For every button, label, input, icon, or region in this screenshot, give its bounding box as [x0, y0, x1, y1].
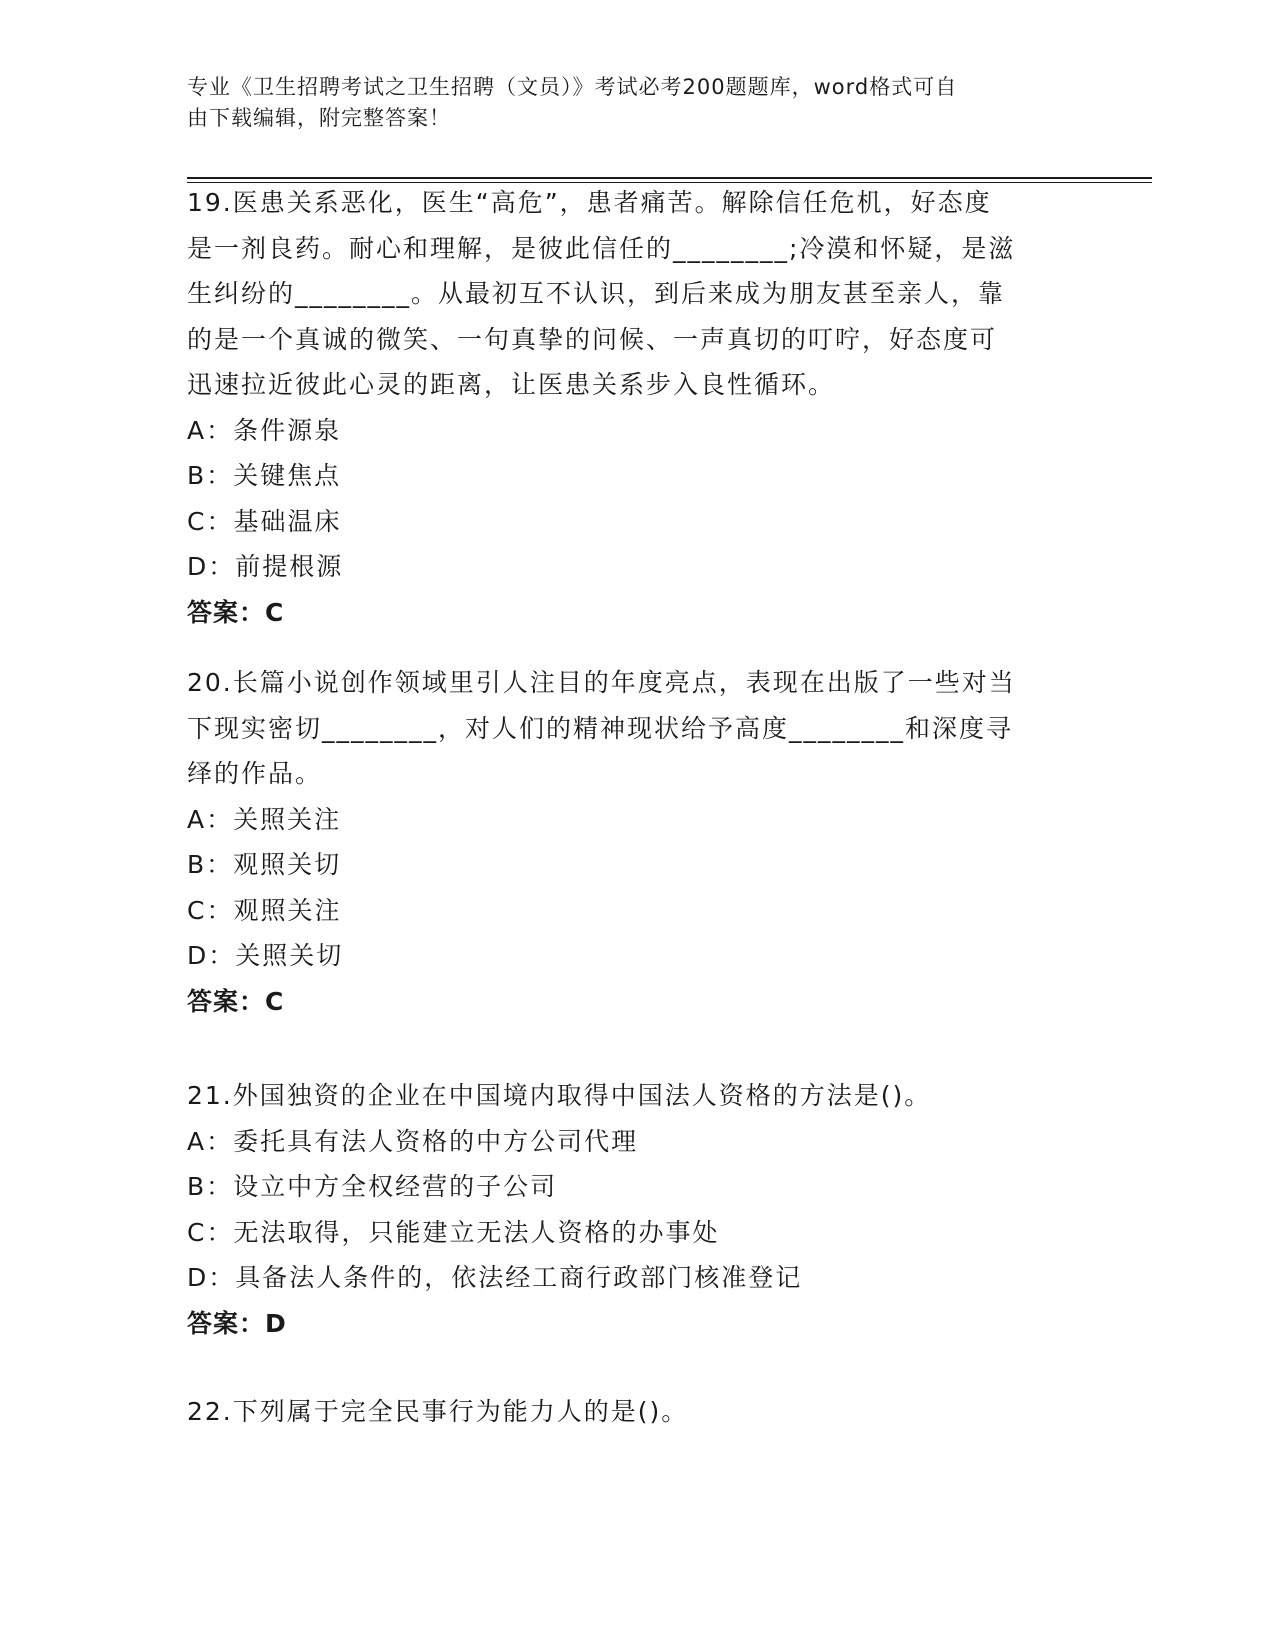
question-stem-line: 生纠纷的________。从最初互不认识，到后来成为朋友甚至亲人，靠 [187, 279, 1006, 308]
question-21 [187, 1073, 1087, 1346]
question-stem-line: 19.医患关系恶化，医生“高危”，患者痛苦。解除信任危机，好态度 [187, 188, 992, 217]
option-b: B：观照关切 [187, 850, 342, 879]
answer-line: 答案：C [187, 597, 285, 627]
question-22 [187, 1389, 1087, 1435]
answer-line: 答案：C [187, 986, 285, 1016]
header-divider-thick [187, 177, 1152, 179]
option-a: A：条件源泉 [187, 415, 342, 445]
question-stem-line: 20.长篇小说创作领域里引人注目的年度亮点，表现在出版了一些对当 [187, 668, 1016, 697]
question-stem-line: 迅速拉近彼此心灵的距离，让医患关系步入良性循环。 [187, 370, 836, 399]
option-c: C：无法取得，只能建立无法人资格的办事处 [187, 1217, 720, 1247]
answer-line: 答案：D [187, 1308, 287, 1338]
option-a: A：委托具有法人资格的中方公司代理 [187, 1126, 639, 1156]
question-19 [187, 180, 1087, 635]
document-header [187, 72, 1087, 134]
question-stem-line: 22.下列属于完全民事行为能力人的是()。 [187, 1397, 689, 1426]
header-line-2: 由下载编辑，附完整答案！ [187, 106, 451, 130]
question-stem-line: 21.外国独资的企业在中国境内取得中国法人资格的方法是()。 [187, 1081, 932, 1110]
question-stem-line: 绎的作品。 [187, 759, 323, 788]
question-stem-line: 是一剂良药。耐心和理解，是彼此信任的________;冷漠和怀疑，是滋 [187, 233, 1016, 263]
question-stem-line: 的是一个真诚的微笑、一句真挚的问候、一声真切的叮咛，好态度可 [187, 324, 998, 354]
option-b: B：设立中方全权经营的子公司 [187, 1172, 558, 1201]
option-d: D：前提根源 [187, 552, 344, 581]
option-c: C：基础温床 [187, 506, 342, 536]
option-d: D：具备法人条件的，依法经工商行政部门核准登记 [187, 1263, 803, 1292]
option-b: B：关键焦点 [187, 461, 342, 490]
option-d: D：关照关切 [187, 941, 344, 970]
header-line-1: 专业《卫生招聘考试之卫生招聘（文员）》考试必考200题题库，word格式可自 [187, 75, 958, 99]
option-a: A：关照关注 [187, 804, 342, 834]
question-stem-line: 下现实密切________，对人们的精神现状给予高度________和深度寻 [187, 713, 1014, 743]
question-20 [187, 660, 1087, 1024]
option-c: C：观照关注 [187, 895, 342, 925]
